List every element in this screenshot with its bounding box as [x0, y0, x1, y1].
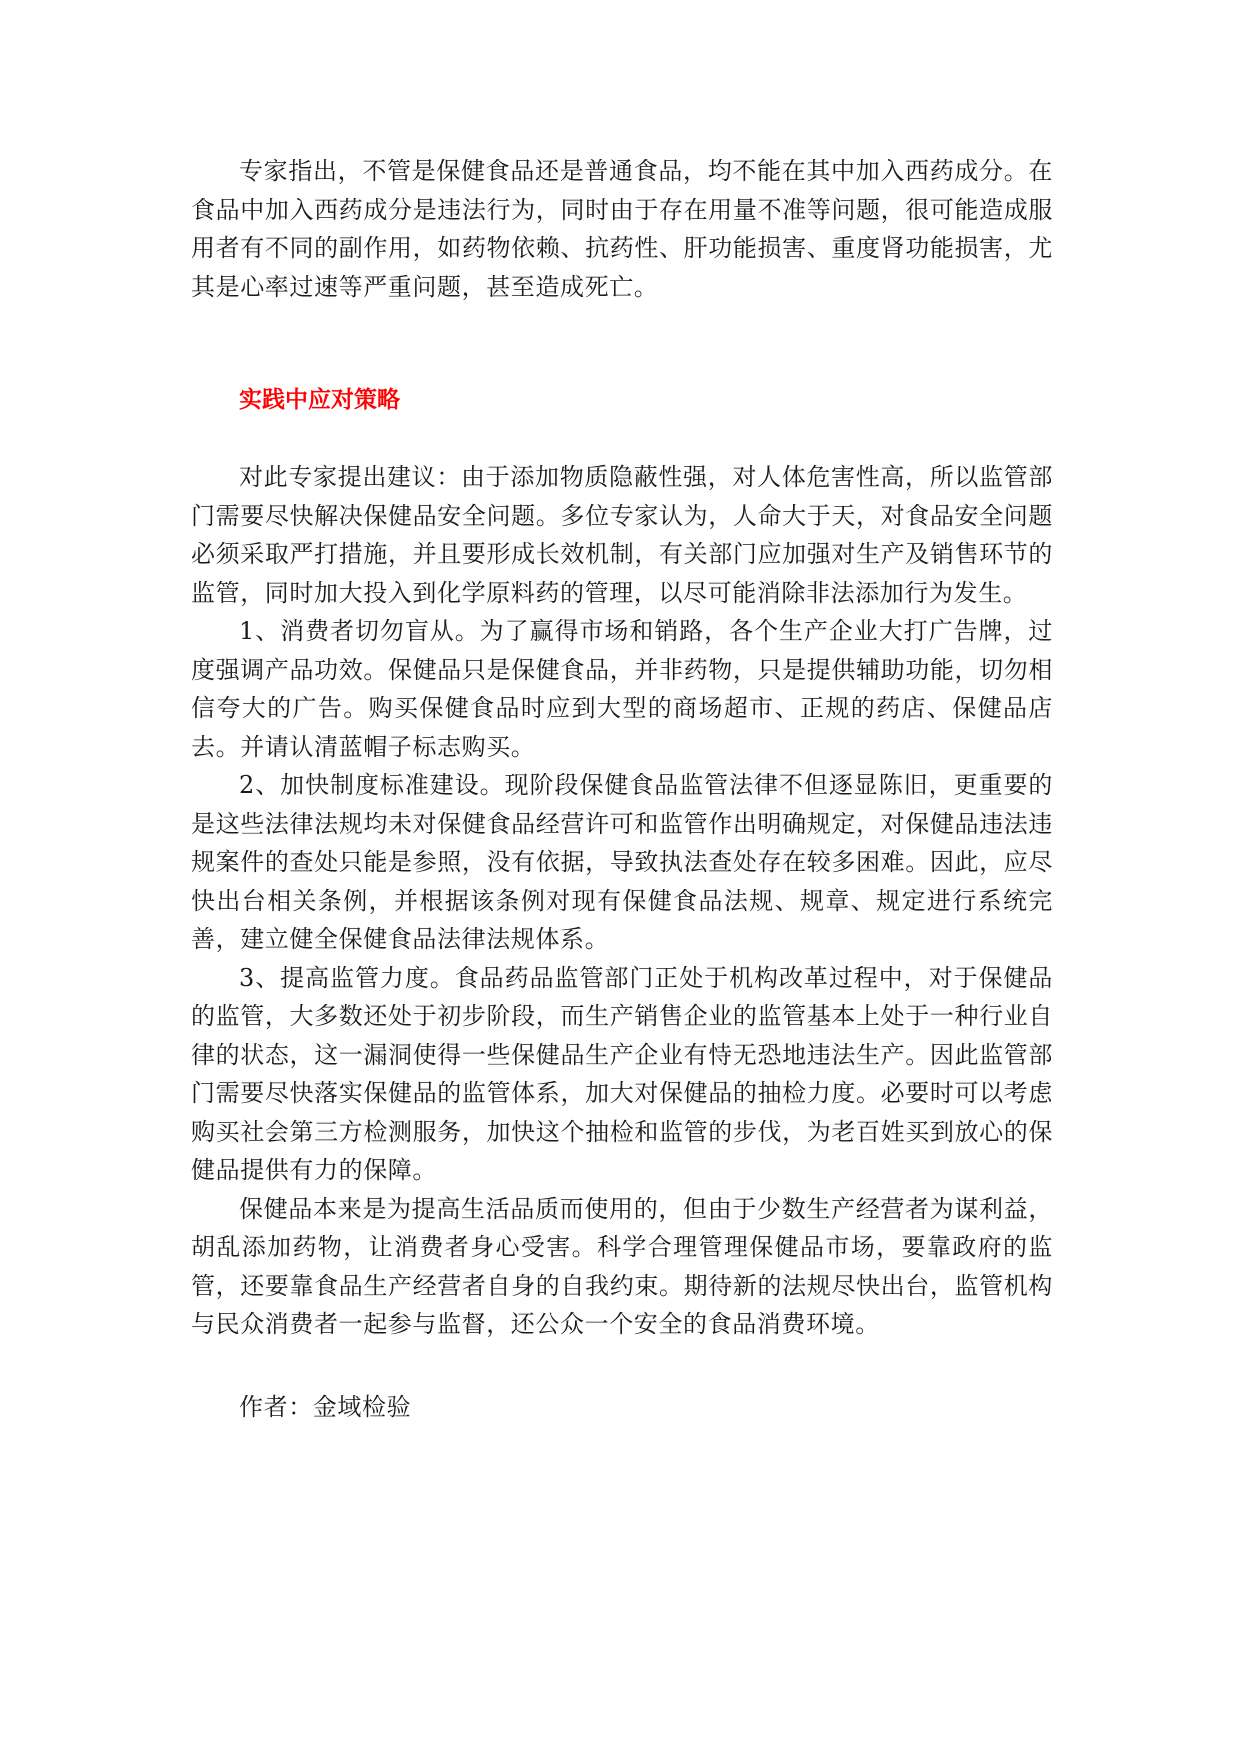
body-paragraph: 对此专家提出建议：由于添加物质隐蔽性强，对人体危害性高，所以监管部门需要尽快解决保健品安全问题。多位专家认为，人命大于天，对食品安全问题必须采取严打措施，并且要形成长效机制，有关部门应加强对生产及销售环节的监管，同时加大投入到化学原料药的管理，以尽可能消除非法添加行为发生。 [191, 463, 1053, 607]
body-paragraph: 1、消费者切勿盲从。为了赢得市场和销路，各个生产企业大打广告牌，过度强调产品功效。保健品只是保健食品，并非药物，只是提供辅助功能，切勿相信夸大的广告。购买保健食品时应到大型的商场超市、正规的药店、保健品店去。并请认清蓝帽子标志购买。 [191, 617, 1053, 761]
intro-paragraph: 专家指出，不管是保健食品还是普通食品，均不能在其中加入西药成分。在食品中加入西药成分是违法行为，同时由于存在用量不准等问题，很可能造成服用者有不同的副作用，如药物依赖、抗药性、肝功能损害、重度肾功能损害，尤其是心率过速等严重问题，甚至造成死亡。 [191, 157, 1053, 301]
body-paragraph: 2、加快制度标准建设。现阶段保健食品监管法律不但逐显陈旧，更重要的是这些法律法规均未对保健食品经营许可和监管作出明确规定，对保健品违法违规案件的查处只能是参照，没有依据，导致执法查处存在较多困难。因此，应尽快出台相关条例，并根据该条例对现有保健食品法规、规章、规定进行系统完善，建立健全保健食品法律法规体系。 [191, 771, 1053, 953]
document-page [191, 152, 1053, 1426]
body-paragraph: 保健品本来是为提高生活品质而使用的，但由于少数生产经营者为谋利益，胡乱添加药物，让消费者身心受害。科学合理管理保健品市场，要靠政府的监管，还要靠食品生产经营者自身的自我约束。期待新的法规尽快出台，监管机构与民众消费者一起参与监督，还公众一个安全的食品消费环境。 [191, 1194, 1053, 1338]
body-paragraph: 3、提高监管力度。食品药品监管部门正处于机构改革过程中，对于保健品的监管，大多数还处于初步阶段，而生产销售企业的监管基本上处于一种行业自律的状态，这一漏洞使得一些保健品生产企业有恃无恐地违法生产。因此监管部门需要尽快落实保健品的监管体系，加大对保健品的抽检力度。必要时可以考虑购买社会第三方检测服务，加快这个抽检和监管的步伐，为老百姓买到放心的保健品提供有力的保障。 [191, 963, 1053, 1184]
section-body [191, 458, 1053, 1344]
section-heading: 实践中应对策略 [239, 387, 400, 413]
author-line: 作者：金域检验 [239, 1392, 412, 1421]
